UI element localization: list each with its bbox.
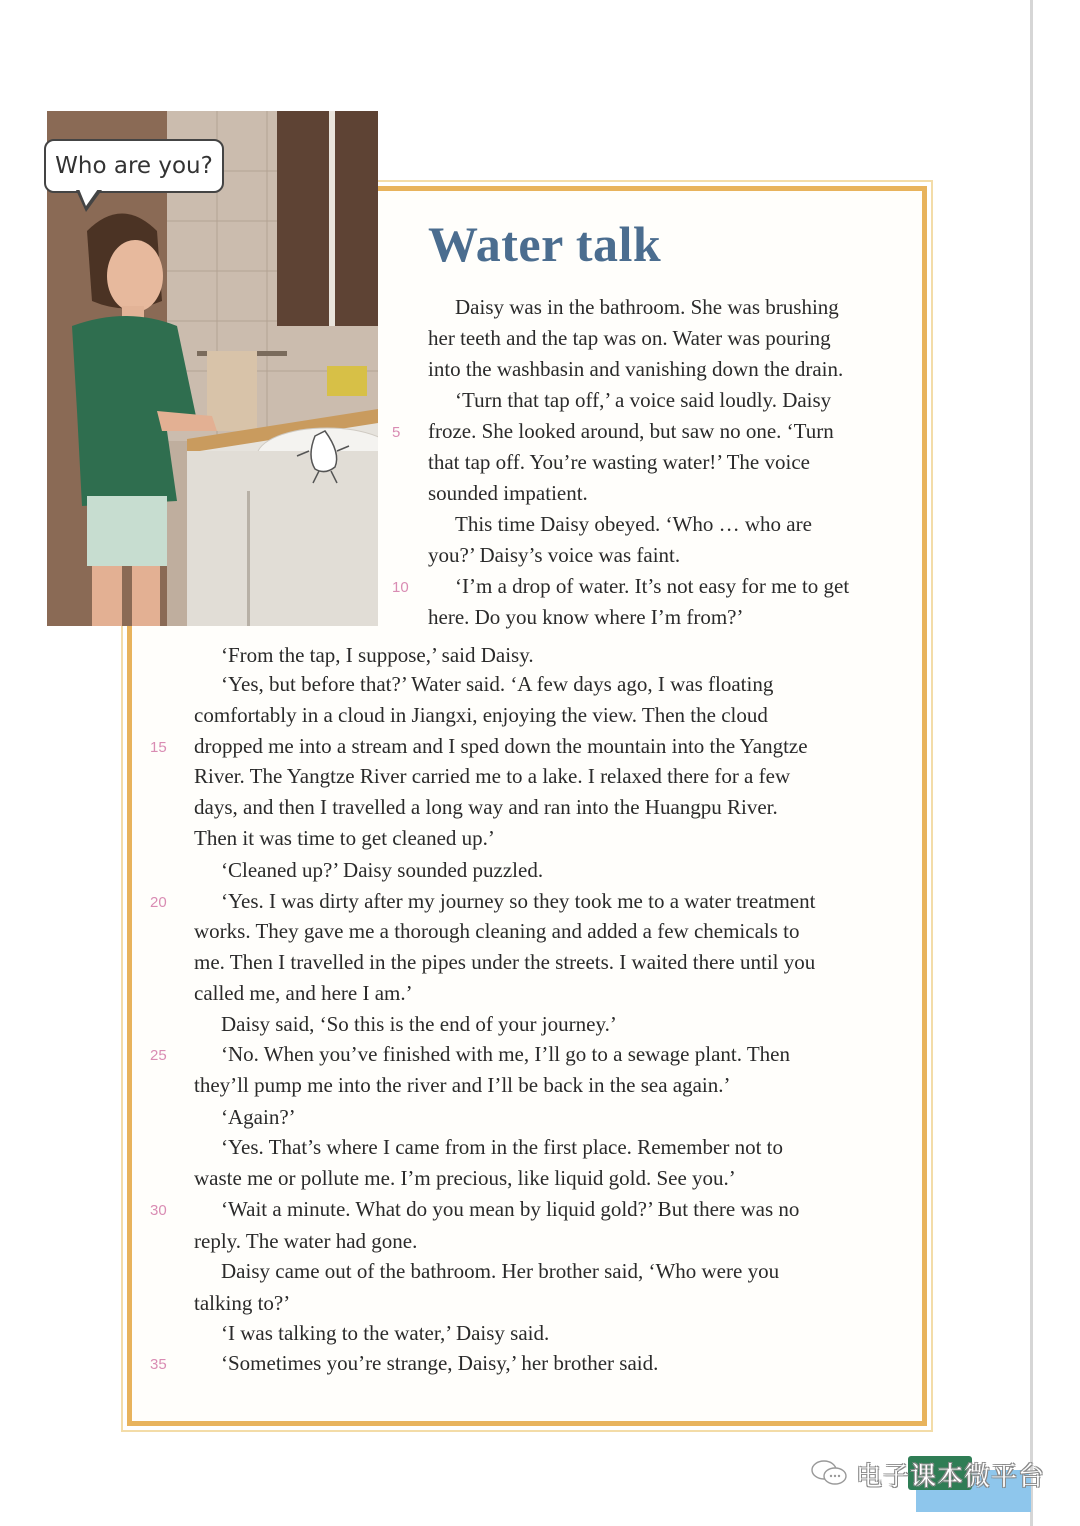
article-line: reply. The water had gone. xyxy=(194,1229,418,1253)
article-line: you?’ Daisy’s voice was faint. xyxy=(428,543,681,567)
article-line: waste me or pollute me. I’m precious, like liquid gold. See you.’ xyxy=(194,1166,736,1190)
article-line: sounded impatient. xyxy=(428,481,588,505)
article-line: ‘I was talking to the water,’ Daisy said. xyxy=(221,1321,550,1345)
article-title: Water talk xyxy=(428,216,662,272)
article-line: Daisy said, ‘So this is the end of your journey.’ xyxy=(221,1012,617,1036)
article-line: talking to?’ xyxy=(194,1291,291,1315)
article-line: ‘Cleaned up?’ Daisy sounded puzzled. xyxy=(221,858,544,882)
article-line: me. Then I travelled in the pipes under the streets. I waited there until you xyxy=(194,950,816,974)
article-line: comfortably in a cloud in Jiangxi, enjoying the view. Then the cloud xyxy=(194,703,768,727)
article-line: they’ll pump me into the river and I’ll be back in the sea again.’ xyxy=(194,1073,731,1097)
article-line: ‘Sometimes you’re strange, Daisy,’ her brother said. xyxy=(221,1351,659,1375)
article-line: ‘Wait a minute. What do you mean by liquid gold?’ But there was no xyxy=(221,1197,800,1221)
article-line: into the washbasin and vanishing down the drain. xyxy=(428,357,844,381)
article-line: dropped me into a stream and I sped down the mountain into the Yangtze xyxy=(194,734,808,758)
article-line: works. They gave me a thorough cleaning and added a few chemicals to xyxy=(194,919,800,943)
article-line: ‘Turn that tap off,’ a voice said loudly. Daisy xyxy=(455,388,832,412)
article-line: ‘Yes. I was dirty after my journey so they took me to a water treatment xyxy=(221,889,816,913)
speech-bubble xyxy=(44,139,224,193)
article-line: Daisy was in the bathroom. She was brushing xyxy=(455,295,839,319)
line-number: 35 xyxy=(150,1356,167,1373)
line-number: 25 xyxy=(150,1047,167,1064)
article-line: River. The Yangtze River carried me to a lake. I relaxed there for a few xyxy=(194,764,791,788)
article-line: ‘From the tap, I suppose,’ said Daisy. xyxy=(221,643,534,667)
article-line: called me, and here I am.’ xyxy=(194,981,413,1005)
article-line: her teeth and the tap was on. Water was pouring xyxy=(428,326,831,350)
article-line: ‘No. When you’ve finished with me, I’ll go to a sewage plant. Then xyxy=(221,1042,790,1066)
article-line: ‘I’m a drop of water. It’s not easy for me to get xyxy=(455,574,850,598)
article-line: days, and then I travelled a long way and ran into the Huangpu River. xyxy=(194,795,778,819)
article-line: Daisy came out of the bathroom. Her brother said, ‘Who were you xyxy=(221,1259,780,1283)
line-number: 15 xyxy=(150,739,167,756)
article-line: This time Daisy obeyed. ‘Who … who are xyxy=(455,512,812,536)
article-line: ‘Yes. That’s where I came from in the first place. Remember not to xyxy=(221,1135,783,1159)
watermark-text: 电子课本微平台 xyxy=(856,1462,1046,1492)
article-line: here. Do you know where I’m from?’ xyxy=(428,605,744,629)
line-number: 10 xyxy=(392,579,409,596)
article-line: froze. She looked around, but saw no one. ‘Turn xyxy=(428,419,834,443)
article-line: ‘Again?’ xyxy=(221,1105,296,1129)
page-edge xyxy=(1030,0,1033,1526)
line-number: 20 xyxy=(150,894,167,911)
speech-bubble-text: Who are you? xyxy=(55,153,213,179)
article-line: that tap off. You’re wasting water!’ The voice xyxy=(428,450,810,474)
wechat-icon xyxy=(810,1458,850,1488)
line-number: 5 xyxy=(392,424,401,441)
line-number: 30 xyxy=(150,1202,167,1219)
article-line: Then it was time to get cleaned up.’ xyxy=(194,826,495,850)
speech-bubble-tail-fill xyxy=(79,189,98,206)
article-line: ‘Yes, but before that?’ Water said. ‘A few days ago, I was floating xyxy=(221,672,774,696)
